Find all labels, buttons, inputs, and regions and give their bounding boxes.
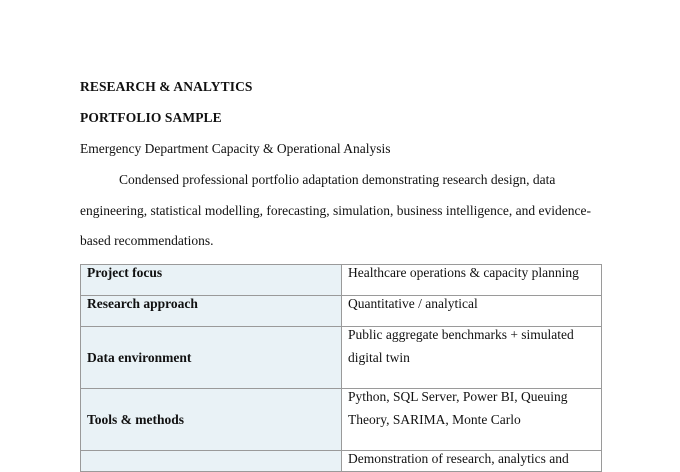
row-value-text: Demonstration of research, analytics and [348,451,569,466]
row-value [342,389,602,451]
table-row [81,296,602,327]
row-value-text: Python, SQL Server, Power BI, Queuing [348,389,568,404]
paragraph-line: engineering, statistical modelling, forecasting, simulation, business intelligence, and evidence- [80,203,591,218]
row-value-text: digital twin [348,350,410,365]
row-value [342,265,602,296]
row-value [342,327,602,389]
document-heading: RESEARCH & ANALYTICS [80,79,253,94]
row-label [81,389,342,451]
row-label-text: Research approach [87,296,198,311]
row-value [342,451,602,472]
table-row [81,265,602,296]
row-value-text: Quantitative / analytical [348,296,478,311]
row-value-text: Theory, SARIMA, Monte Carlo [348,412,521,427]
project-title: Emergency Department Capacity & Operational Analysis [80,141,391,156]
row-label-text: Tools & methods [87,411,185,427]
document-subheading: PORTFOLIO SAMPLE [80,110,222,125]
paragraph-line: based recommendations. [80,233,214,248]
row-value-text: Public aggregate benchmarks + simulated [348,327,574,342]
row-label-text: Project focus [87,265,163,280]
row-value [342,296,602,327]
paragraph-line: Condensed professional portfolio adaptation demonstrating research design, data [119,172,556,187]
table-row [81,451,602,472]
project-summary-table [80,264,602,472]
row-label [81,265,342,296]
row-value-text: Healthcare operations & capacity planning [348,265,579,280]
row-label [81,296,342,327]
row-label [81,451,342,472]
table-row [81,389,602,451]
table-row [81,327,602,389]
row-label [81,327,342,389]
row-label-text: Data environment [87,349,192,365]
